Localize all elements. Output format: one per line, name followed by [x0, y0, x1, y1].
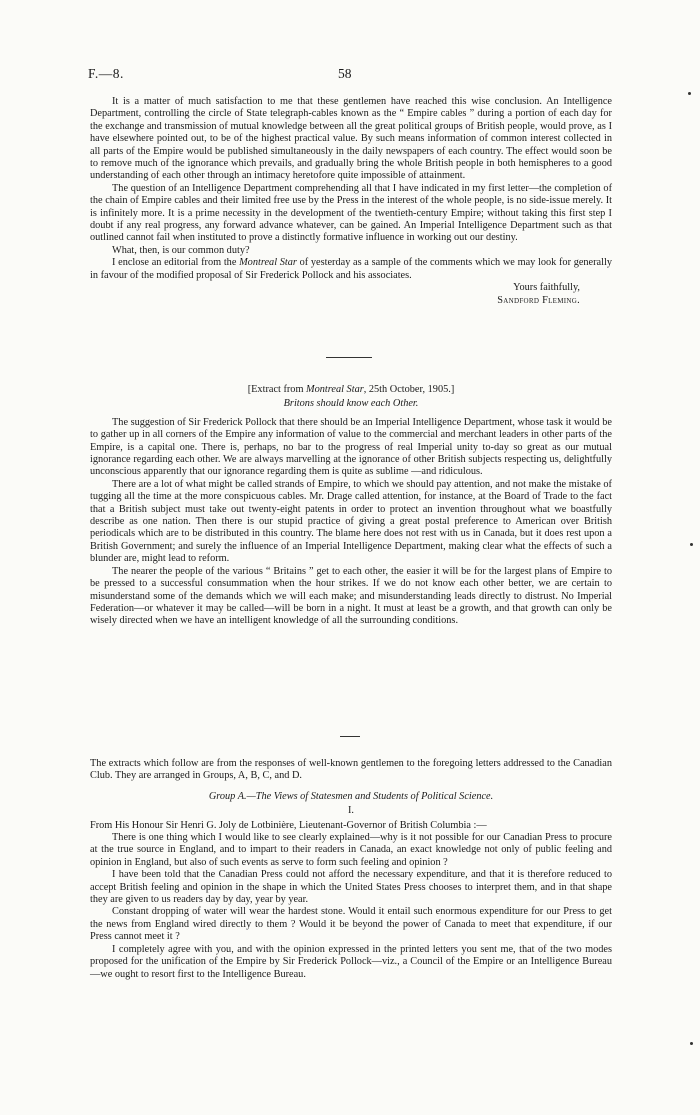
responses-body — [90, 758, 612, 981]
report-reference: F.—8. — [88, 66, 124, 81]
extract-heading — [90, 384, 612, 396]
responses-intro: The extracts which follow are from the responses of well-known gentlemen to the foregoing letters addressed to the Canadian Club. They are arranged in Groups, A, B, C, and D. — [90, 758, 612, 782]
from-line: From His Honour Sir Henri G. Joly de Lotbinière, Lieutenant-Governor of British Columbia :— — [90, 819, 487, 831]
extract-subtitle: Britons should know each Other. — [283, 398, 419, 410]
extract-heading-after: , 25th October, 1905.] — [363, 384, 455, 395]
response-paragraph: I have been told that the Canadian Press could not afford the necessary expenditure, and that it is therefore reduced to accept British feeling and opinion in the shape in which the United States Press chooses to interpret them, and in that shape they are given to us readers day by day, year by year. — [90, 869, 612, 906]
letter-body — [90, 96, 612, 307]
scan-mark — [690, 543, 693, 546]
letter-paragraph: The question of an Intelligence Department comprehending all that I have indicated in my first letter—the completion of the chain of Empire cables and their limited free use by the Press in the interest of the whole people, is no side-issue merely. It is infinitely more. It is a prime necessity in the development of the twentieth-century Empire; without taking this first step I doubt if any real progress, any forward advance whatever, can be gained. An Imperial Intelligence Department such as that outlined cannot fail when instituted to prove a distinctly formative influence in working out our destiny. — [90, 182, 612, 244]
extract-paragraph: The nearer the people of the various “ Britains ” get to each other, the easier it will be for the largest plans of Empire to be pressed to a successful consummation when the hour strikes. If we do not know each other better, we are certain to misunderstand some of the demands which we will each make; and misunderstanding leads directly to distrust. No Imperial Federation—or whatever it may be called—will be born in a night. It must at least be a growth, and that growth can only be wisely directed when we have an intelligent knowledge of all the surrounding conditions. — [90, 565, 612, 627]
extract-heading-title: Montreal Star — [306, 384, 364, 395]
response-paragraph: I completely agree with you, and with the opinion expressed in the printed letters you sent me, that of the two modes proposed for the unification of the Empire by Sir Frederick Pollock—viz., a Council of the Empire or an Intelligence Bureau—we ought to resort first to the Intelligence Bureau. — [90, 943, 612, 980]
extract-heading-before: [Extract from — [247, 384, 307, 395]
enclosure-text-after: of yesterday as a sample of the comments which we may look for generally in favour of the modified proposal of Sir Frederick Pollock and his associates. — [90, 257, 613, 281]
section-divider — [340, 736, 360, 737]
group-heading: Group A.—The Views of Statesmen and Students of Political Science. — [208, 790, 494, 802]
newspaper-title: Montreal Star — [239, 257, 297, 269]
extract-body — [90, 384, 612, 628]
letter-paragraph: It is a matter of much satisfaction to me that these gentlemen have reached this wise conclusion. An Intelligence Department, controlling the circle of State telegraph-cables known as the “ Empire cables ” during a portion of each day for the exchange and transmission of mutual knowledge between all the great political groups of British people, would prove, as I have elsewhere pointed out, to be of the highest practical value. By such means information of common interest collected in all parts of the Empire would be published simultaneously in the daily newspapers of each country. The effect would soon be to remove much of the ignorance which prevails, and gradually bring the whole British people in both hemispheres to a good understanding of each other through an intimacy heretofore quite impossible of attainment. — [90, 96, 612, 182]
section-number: I. — [347, 805, 354, 817]
enclosure-text-before: I enclose an editorial from the — [112, 257, 240, 269]
signature: Sandford Fleming. — [497, 294, 580, 306]
section-divider — [326, 357, 372, 358]
extract-paragraph: The suggestion of Sir Frederick Pollock that there should be an Imperial Intelligence Department, whose task it would be to gather up in all corners of the Empire any information of value to the commercial and merchant leaders in other parts of the Empire, is a capital one. There is, perhaps, no bar to the progress of real Imperial unity to-day so great as our mutual ignorance regarding each other. We are always marvelling at the ignorance of other British subjects respecting us, delightfully unconscious apparently that our ignorance regarding them is quite as sublime —and ridiculous. — [90, 416, 612, 478]
letter-paragraph: What, then, is our common duty? — [112, 244, 250, 256]
closing: Yours faithfully, — [513, 282, 580, 294]
scan-mark — [688, 92, 691, 95]
scan-mark — [690, 1042, 693, 1045]
extract-paragraph: There are a lot of what might be called strands of Empire, to which we should pay attention, and not make the mistake of tugging all the time at the more conspicuous cables. Mr. Drage called attention, for instance, at the Board of Trade to the fact that a British subject must take out twenty-eight patents in order to protect an invention throughout what we boastfully describe as one nation. Then there is our stupid practice of giving a great postal preference to American over British periodicals which are to be distributed in this country. The blame here does not rest with us in Canada, but it does rest upon a British Government; and surely the influence of an Imperial Intelligence Department, making clear what the effects of such a blunder are, might lead to reform. — [90, 478, 612, 565]
enclosure-paragraph — [90, 257, 612, 282]
response-paragraph: Constant dropping of water will wear the hardest stone. Would it entail such enormous expenditure for our Press to get the news from England wired directly to them ? Would it be beyond the power of Canada to meet that expenditure, if our Press cannot meet it ? — [90, 906, 612, 943]
page-number: 58 — [338, 66, 352, 81]
response-paragraph: There is one thing which I would like to see clearly explained—why is it not possible for our Canadian Press to procure at the true source in England, and to impart to their readers in Canada, an exact knowledge not only of public feeling and opinion in England, but also of such events as serve to form such feeling and opinion ? — [90, 832, 612, 868]
